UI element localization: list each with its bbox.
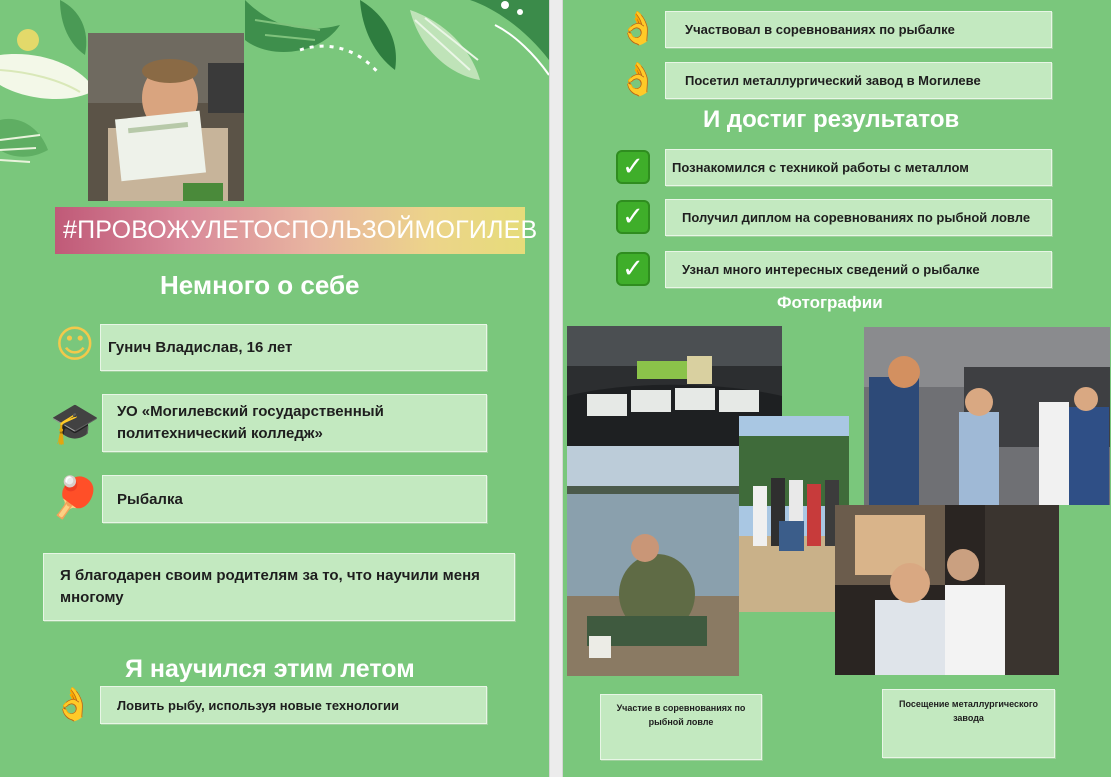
left-page xyxy=(0,0,549,777)
caption-factory-text: Посещение металлургического завода xyxy=(899,699,1038,723)
gratitude-text: Я благодарен своим родителям за то, что научили меня многому xyxy=(60,567,480,606)
hobby-text: Рыбалка xyxy=(117,490,183,508)
learned-item-3-box xyxy=(665,62,1052,99)
hashtag-banner: #ПРОВОЖУЛЕТОСПОЛЬЗОЙМОГИЛЕВ xyxy=(55,207,525,254)
result-item-1-box xyxy=(665,149,1052,186)
learned-item-2-box xyxy=(665,11,1052,48)
ping-pong-paddle-icon: 🏓 xyxy=(50,475,100,521)
learned-item-3-text: Посетил металлургический завод в Могилеве xyxy=(685,73,981,88)
name-box xyxy=(100,324,487,371)
caption-fishing-text: Участие в соревнованиях по рыбной ловле xyxy=(616,703,746,727)
caption-factory-box xyxy=(882,689,1055,758)
photo-group xyxy=(739,416,849,612)
school-box xyxy=(102,394,487,452)
profile-photo xyxy=(88,33,244,201)
photo-lake-fisherman xyxy=(567,446,739,676)
tropical-leaves-decoration xyxy=(0,0,549,200)
ok-hand-icon: 👌 xyxy=(618,9,658,47)
photo-factory-furnace xyxy=(835,505,1059,675)
check-mark-button-icon: ✓ xyxy=(616,150,650,184)
result-item-3-box xyxy=(665,251,1052,288)
graduation-cap-icon: 🎓 xyxy=(50,401,100,447)
photos-heading: Фотографии xyxy=(777,293,883,312)
learned-heading: Я научился этим летом xyxy=(125,655,415,683)
result-item-2-box xyxy=(665,199,1052,236)
check-mark-button-icon: ✓ xyxy=(616,200,650,234)
result-item-2-text: Получил диплом на соревнованиях по рыбной ловле xyxy=(682,210,1031,225)
check-mark-button-icon: ✓ xyxy=(616,252,650,286)
boy-face-icon: ☺ xyxy=(55,322,95,366)
gratitude-box xyxy=(43,553,515,621)
result-item-3-text: Узнал много интересных сведений о рыбалке xyxy=(682,262,980,277)
caption-fishing-box xyxy=(600,694,762,760)
ok-hand-icon: 👌 xyxy=(618,60,658,98)
learned-item-1-box xyxy=(100,686,487,724)
results-heading: И достиг результатов xyxy=(703,106,960,133)
name-text: Гунич Владислав, 16 лет xyxy=(108,339,293,356)
learned-item-1-text: Ловить рыбу, используя новые технологии xyxy=(117,697,400,713)
learned-item-2-text: Участвовал в соревнованиях по рыбалке xyxy=(685,22,955,37)
photo-factory-visit xyxy=(864,327,1110,505)
result-item-1-text: Познакомился с техникой работы с металлом xyxy=(672,160,969,175)
right-page xyxy=(563,0,1111,777)
hobby-box xyxy=(102,475,487,523)
about-heading: Немного о себе xyxy=(160,270,360,300)
school-text: УО «Могилевский государственный политехнический колледж» xyxy=(117,403,384,442)
ok-hand-icon: 👌 xyxy=(53,685,93,723)
page-gutter xyxy=(549,0,563,777)
